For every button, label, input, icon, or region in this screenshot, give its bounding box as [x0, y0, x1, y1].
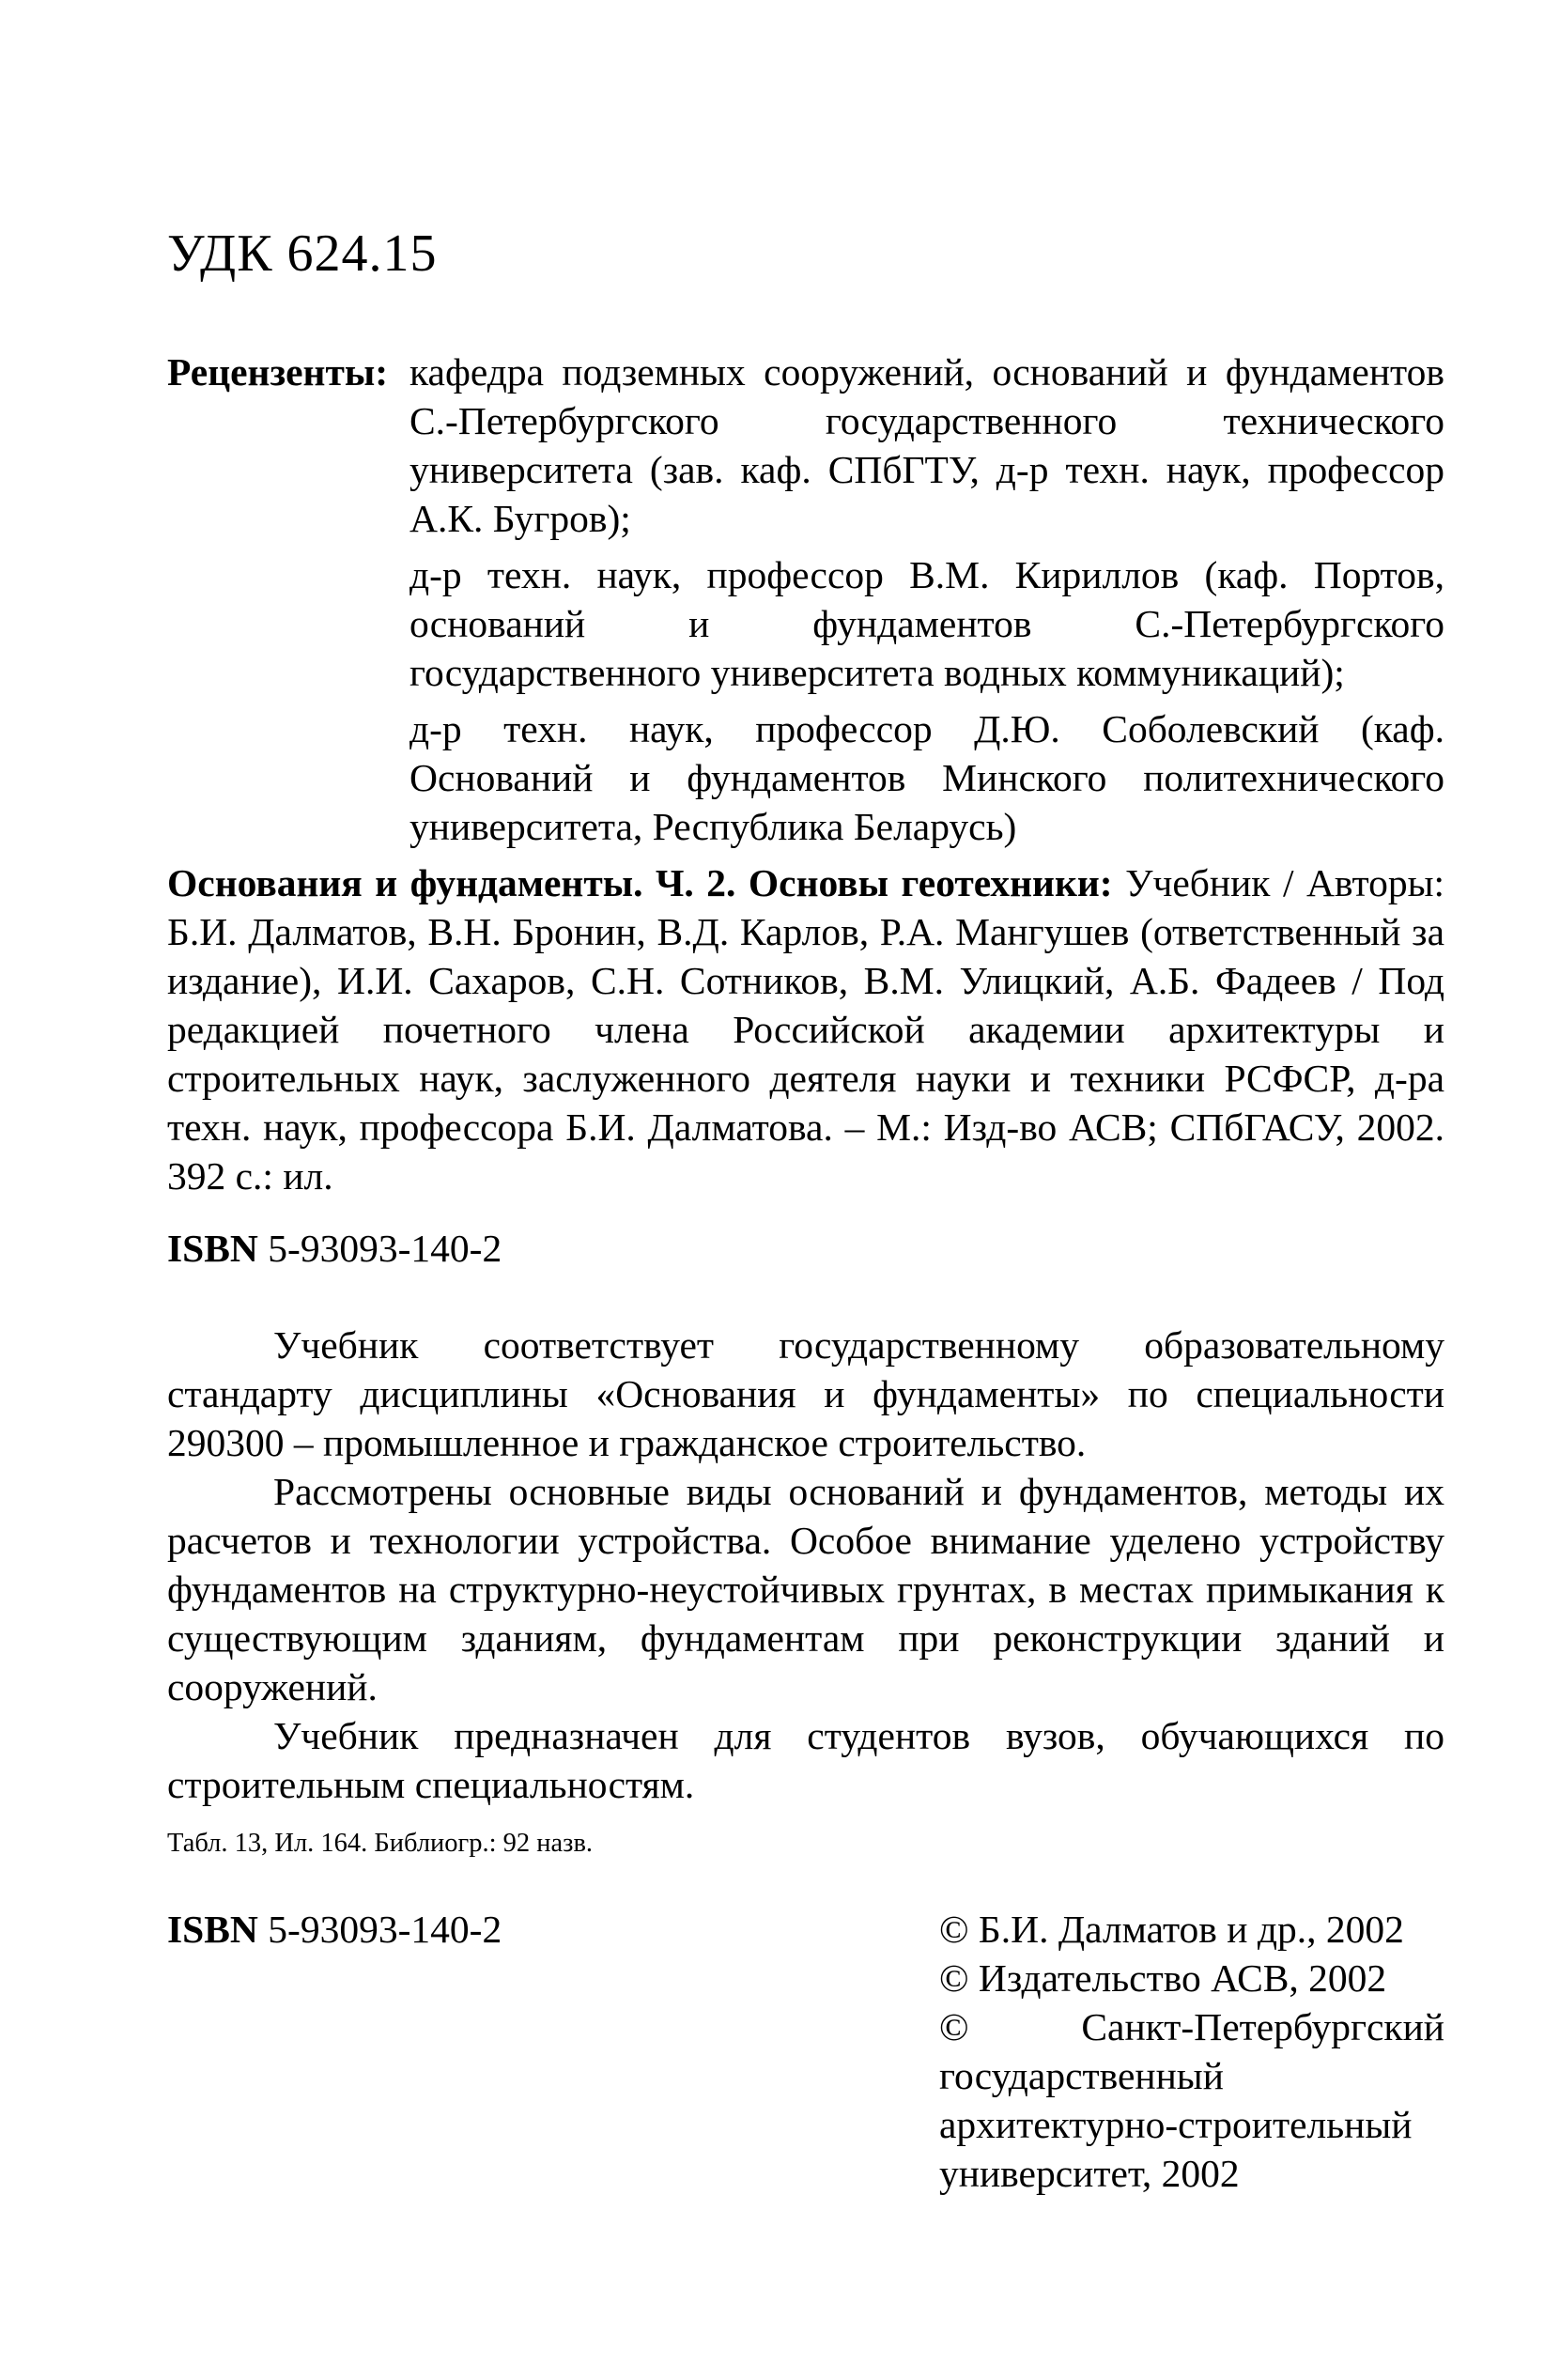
tables-illustrations-note: Табл. 13, Ил. 164. Библиогр.: 92 назв.	[167, 1829, 594, 1858]
reviewer-entry: д-р техн. наук, профессор В.М. Кириллов (каф. Портов, оснований и фундаментов С.-Петербургского государственного университета водных коммуникаций);	[409, 553, 1444, 694]
isbn-number: 5-93093-140-2	[257, 1908, 502, 1951]
isbn-label: ISBN	[167, 1908, 258, 1951]
copyright-line: © Б.И. Далматов и др., 2002	[939, 1908, 1404, 1951]
annotation-paragraph: Рассмотрены основные виды оснований и фундаментов, методы их расчетов и технологии устройства. Особое внимание уделено устройству фундаментов на структурно-неустойчивых грунтах, в местах примыкания к существующим зданиям, фундаментам при реконструкции зданий и сооружений.	[167, 1470, 1444, 1708]
copyright-block	[939, 1905, 1444, 2198]
reviewers-list	[409, 348, 1444, 858]
book-title: Основания и фундаменты. Ч. 2. Основы геотехники:	[167, 861, 1113, 904]
bibliographic-body: Учебник / Авторы: Б.И. Далматов, В.Н. Бронин, В.Д. Карлов, Р.А. Мангушев (ответственный за издание), И.И. Сахаров, С.Н. Сотников, В.М. Улицкий, А.Б. Фадеев / Под редакцией почетного члена Российской академии архитектуры и строительных наук, заслуженного деятеля науки и техники РСФСР, д-ра техн. наук, профессора Б.И. Далматова. – М.: Изд-во АСВ; СПбГАСУ, 2002. 392 с.: ил.	[167, 861, 1444, 1198]
reviewer-entry: д-р техн. наук, профессор Д.Ю. Соболевский (каф. Оснований и фундаментов Минского политехнического университета, Республика Беларусь)	[409, 707, 1444, 848]
annotation-paragraph: Учебник соответствует государственному образовательному стандарту дисциплины «Основания и фундаменты» по специальности 290300 – промышленное и гражданское строительство.	[167, 1323, 1444, 1464]
udk-code: УДК 624.15	[167, 224, 438, 283]
bibliographic-description	[167, 858, 1444, 1200]
reviewers-label: Рецензенты:	[167, 350, 389, 394]
copyright-line: © Издательство АСВ, 2002	[939, 1956, 1387, 2000]
copyright-line: © Санкт-Петербургский государственный архитектурно-строительный университет, 2002	[939, 2005, 1444, 2195]
annotation	[167, 1321, 1444, 1809]
isbn-number: 5-93093-140-2	[257, 1227, 502, 1270]
reviewer-entry: кафедра подземных сооружений, оснований и фундаментов С.-Петербургского государственного технического университета (зав. каф. СПбГТУ, д-р техн. наук, профессор А.К. Бугров);	[409, 350, 1444, 540]
isbn-top	[167, 1224, 502, 1273]
annotation-paragraph: Учебник предназначен для студентов вузов, обучающихся по строительным специальностям.	[167, 1714, 1444, 1806]
isbn-bottom	[167, 1905, 502, 1954]
isbn-label: ISBN	[167, 1227, 258, 1270]
